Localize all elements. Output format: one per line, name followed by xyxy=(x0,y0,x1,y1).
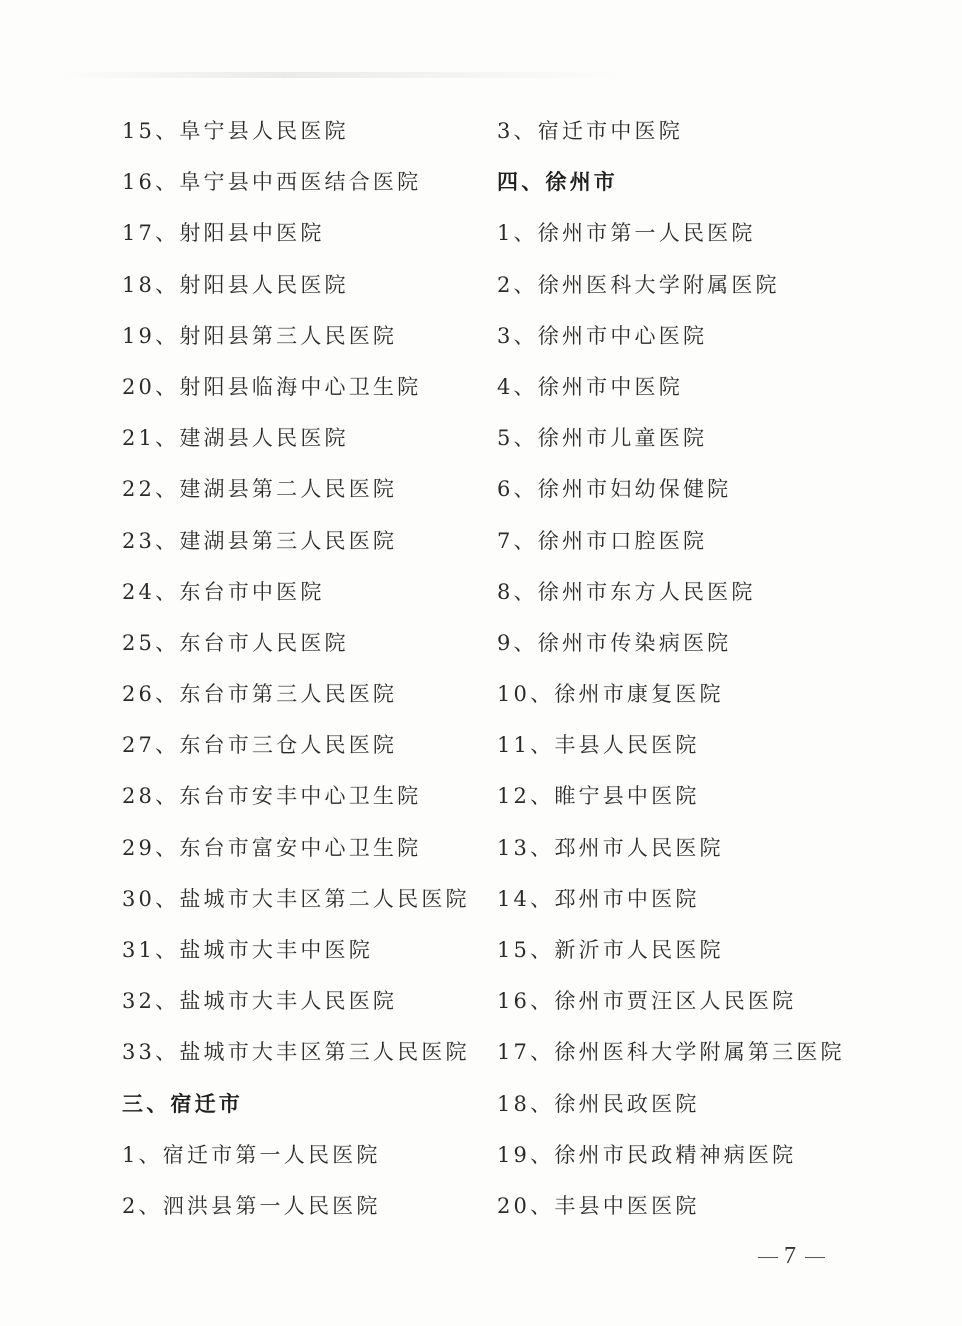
list-item: 3、宿迁市中医院 xyxy=(497,119,683,143)
list-item: 13、邳州市人民医院 xyxy=(497,835,724,860)
list-item: 30、盐城市大丰区第二人民医院 xyxy=(122,886,470,911)
list-item: 27、东台市三仓人民医院 xyxy=(122,733,398,758)
list-item: 10、徐州市康复医院 xyxy=(497,682,724,707)
list-item: 15、阜宁县人民医院 xyxy=(122,119,349,143)
list-item: 21、建湖县人民医院 xyxy=(122,426,349,451)
list-item: 15、新沂市人民医院 xyxy=(497,938,724,962)
list-item: 2、泗洪县第一人民医院 xyxy=(122,1193,381,1218)
list-item: 1、宿迁市第一人民医院 xyxy=(122,1142,381,1167)
list-item: 32、盐城市大丰人民医院 xyxy=(122,989,398,1014)
hospital-list-left-column xyxy=(122,110,482,1236)
list-item: 11、丰县人民医院 xyxy=(497,733,700,758)
list-item: 33、盐城市大丰区第三人民医院 xyxy=(122,1040,470,1065)
list-item: 31、盐城市大丰中医院 xyxy=(122,938,373,962)
page-number-dash-left xyxy=(758,1257,778,1258)
list-item: 18、徐州民政医院 xyxy=(497,1091,700,1116)
list-item: 25、东台市人民医院 xyxy=(122,630,349,655)
list-item: 6、徐州市妇幼保健院 xyxy=(497,477,732,502)
scan-artifact xyxy=(60,72,620,78)
list-item: 19、徐州市民政精神病医院 xyxy=(497,1142,797,1167)
list-item: 20、射阳县临海中心卫生院 xyxy=(122,374,422,399)
list-item: 1、徐州市第一人民医院 xyxy=(497,221,756,246)
list-item: 16、徐州市贾汪区人民医院 xyxy=(497,989,797,1014)
list-item: 3、徐州市中心医院 xyxy=(497,323,708,348)
list-item: 28、东台市安丰中心卫生院 xyxy=(122,784,422,809)
section-heading: 四、徐州市 xyxy=(497,169,618,195)
list-item: 18、射阳县人民医院 xyxy=(122,272,349,297)
hospital-list-right-column xyxy=(497,110,857,1236)
list-item: 9、徐州市传染病医院 xyxy=(497,630,732,655)
list-item: 19、射阳县第三人民医院 xyxy=(122,323,398,348)
list-item: 16、阜宁县中西医结合医院 xyxy=(122,170,422,195)
list-item: 23、建湖县第三人民医院 xyxy=(122,528,398,553)
list-item: 29、东台市富安中心卫生院 xyxy=(122,835,422,860)
page-number-dash-right xyxy=(805,1257,825,1258)
page-number xyxy=(752,1243,831,1270)
list-item: 26、东台市第三人民医院 xyxy=(122,682,398,707)
list-item: 20、丰县中医医院 xyxy=(497,1193,700,1218)
list-item: 4、徐州市中医院 xyxy=(497,374,683,399)
list-item: 14、邳州市中医院 xyxy=(497,886,700,911)
list-item: 7、徐州市口腔医院 xyxy=(497,528,708,553)
list-item: 2、徐州医科大学附属医院 xyxy=(497,272,780,297)
list-item: 8、徐州市东方人民医院 xyxy=(497,579,756,604)
page-number-value: 7 xyxy=(784,1243,799,1269)
list-item: 17、徐州医科大学附属第三医院 xyxy=(497,1040,845,1065)
section-heading: 三、宿迁市 xyxy=(122,1090,243,1116)
list-item: 22、建湖县第二人民医院 xyxy=(122,477,398,502)
list-item: 24、东台市中医院 xyxy=(122,579,325,604)
list-item: 5、徐州市儿童医院 xyxy=(497,426,708,451)
list-item: 12、睢宁县中医院 xyxy=(497,784,700,809)
list-item: 17、射阳县中医院 xyxy=(122,221,325,246)
